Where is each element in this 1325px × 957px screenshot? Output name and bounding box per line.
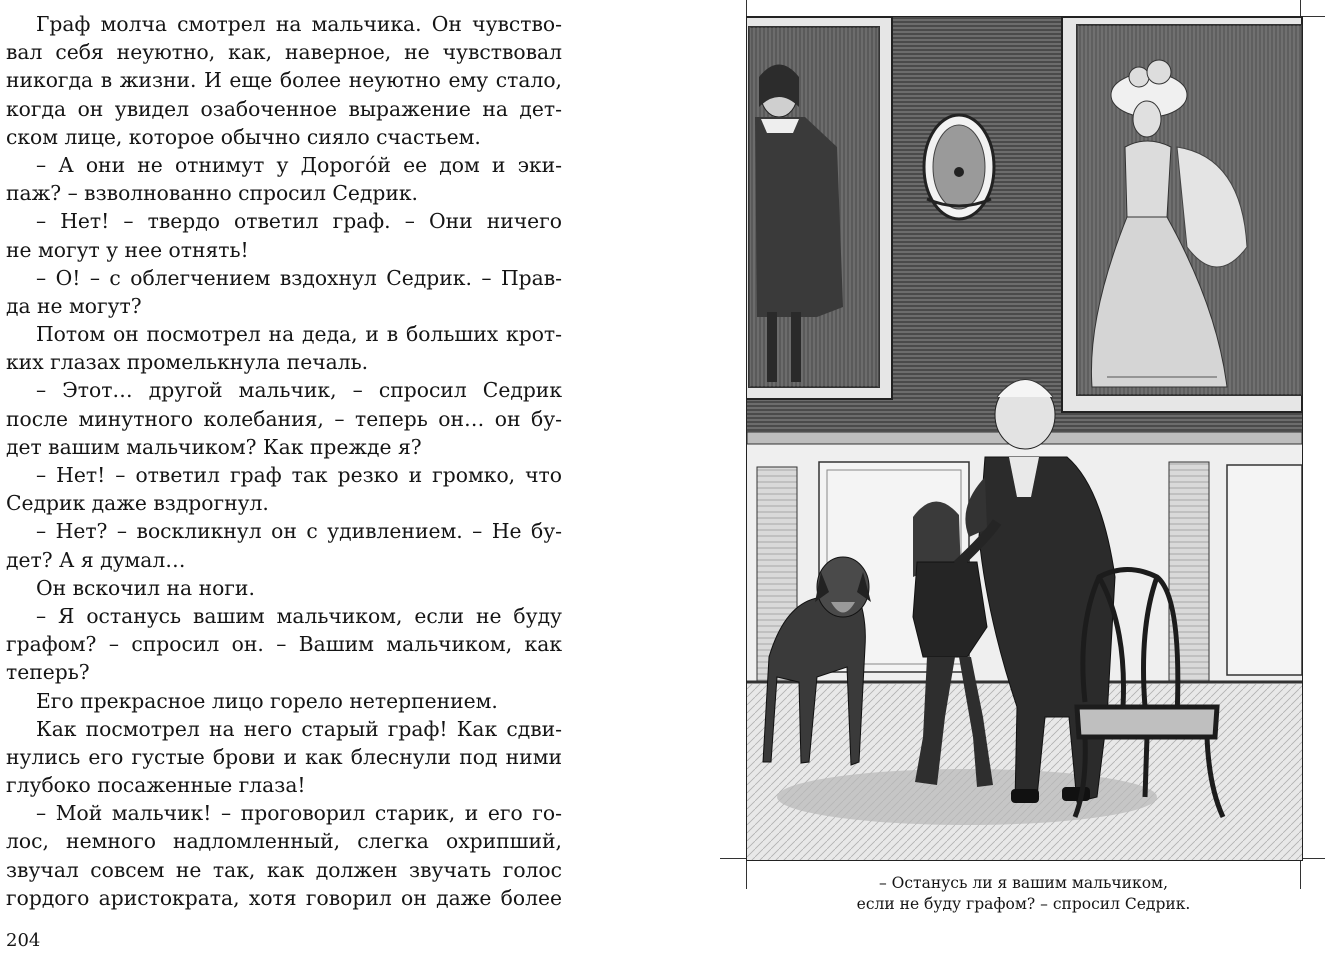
crop-mark [720, 858, 746, 859]
text-line: никогда в жизни. И еще более неуютно ему стало, [6, 68, 562, 93]
text-line: Седрик даже вздрогнул. [6, 491, 269, 516]
text-line: – Мой мальчик! – проговорил старик, и его го- [36, 801, 562, 826]
text-line: ском лице, которое обычно сияло счастьем. [6, 124, 481, 149]
crop-mark [746, 0, 747, 16]
text-line: – Нет! – ответил граф так резко и громко, что [36, 463, 562, 487]
text-line: не могут у нее отнять! [6, 237, 249, 262]
text-line: после минутного колебания, – теперь он… он бу- [6, 406, 562, 431]
text-line: дет? А я думал… [6, 547, 186, 572]
text-line: нулись его густые брови и как блеснули под ними [6, 744, 562, 769]
body-text [6, 10, 562, 912]
text-line: графом? – спросил он. – Вашим мальчиком, как [6, 632, 562, 657]
crop-mark [1301, 16, 1325, 17]
text-line: теперь? [6, 660, 90, 685]
right-page [700, 0, 1325, 957]
text-line: – Я останусь вашим мальчиком, если не буду [36, 603, 562, 628]
text-line: ких глазах промелькнула печаль. [6, 350, 369, 375]
engraving-illustration [747, 17, 1302, 860]
text-line: – Нет? – воскликнул он с удивлением. – Не бу- [36, 519, 562, 544]
text-line: когда он увидел озабоченное выражение на дет- [6, 96, 562, 121]
text-line: Он вскочил на ноги. [36, 575, 255, 600]
text-line: Его прекрасное лицо горело нетерпением. [36, 688, 498, 713]
text-line: – А они не отнимут у Дорого́й ее дом и эки- [36, 152, 562, 177]
portrait-gentleman [747, 17, 892, 399]
text-line: – Нет! – твердо ответил граф. – Они ничего [36, 209, 562, 234]
text-line: Потом он посмотрел на деда, и в больших крот- [36, 322, 562, 347]
text-line: гордого аристократа, хотя говорил он даже более [6, 885, 562, 910]
page-number: 204 [6, 930, 41, 951]
text-line: – Этот… другой мальчик, – спросил Седрик [36, 378, 562, 403]
illustration [746, 16, 1303, 861]
caption-line-2: если не буду графом? – спросил Седрик. [856, 895, 1191, 913]
crop-mark [1301, 858, 1325, 859]
text-line: Как посмотрел на него старый граф! Как сдви- [36, 716, 562, 741]
text-line: – О! – с облегчением вздохнул Седрик. – Прав- [36, 265, 562, 290]
text-line: вал себя неуютно, как, наверное, не чувствовал [6, 40, 562, 65]
text-line: звучал совсем не так, как должен звучать голос [6, 857, 562, 882]
text-line: паж? – взволнованно спросил Седрик. [6, 181, 419, 206]
text-line: дет вашим мальчиком? Как прежде я? [6, 434, 422, 459]
left-page [0, 0, 600, 957]
text-line: глубоко посаженные глаза! [6, 773, 306, 798]
illustration-caption [746, 873, 1301, 915]
text-line: да не могут? [6, 293, 142, 318]
text-line: Граф молча смотрел на мальчика. Он чувство- [36, 12, 562, 36]
wall-sconce [924, 115, 994, 219]
caption-line-1: – Останусь ли я вашим мальчиком, [878, 874, 1169, 892]
crop-mark [1300, 0, 1301, 16]
portrait-lady [1062, 17, 1302, 412]
text-line: лос, немного надломленный, слегка охрипший, [6, 829, 562, 854]
